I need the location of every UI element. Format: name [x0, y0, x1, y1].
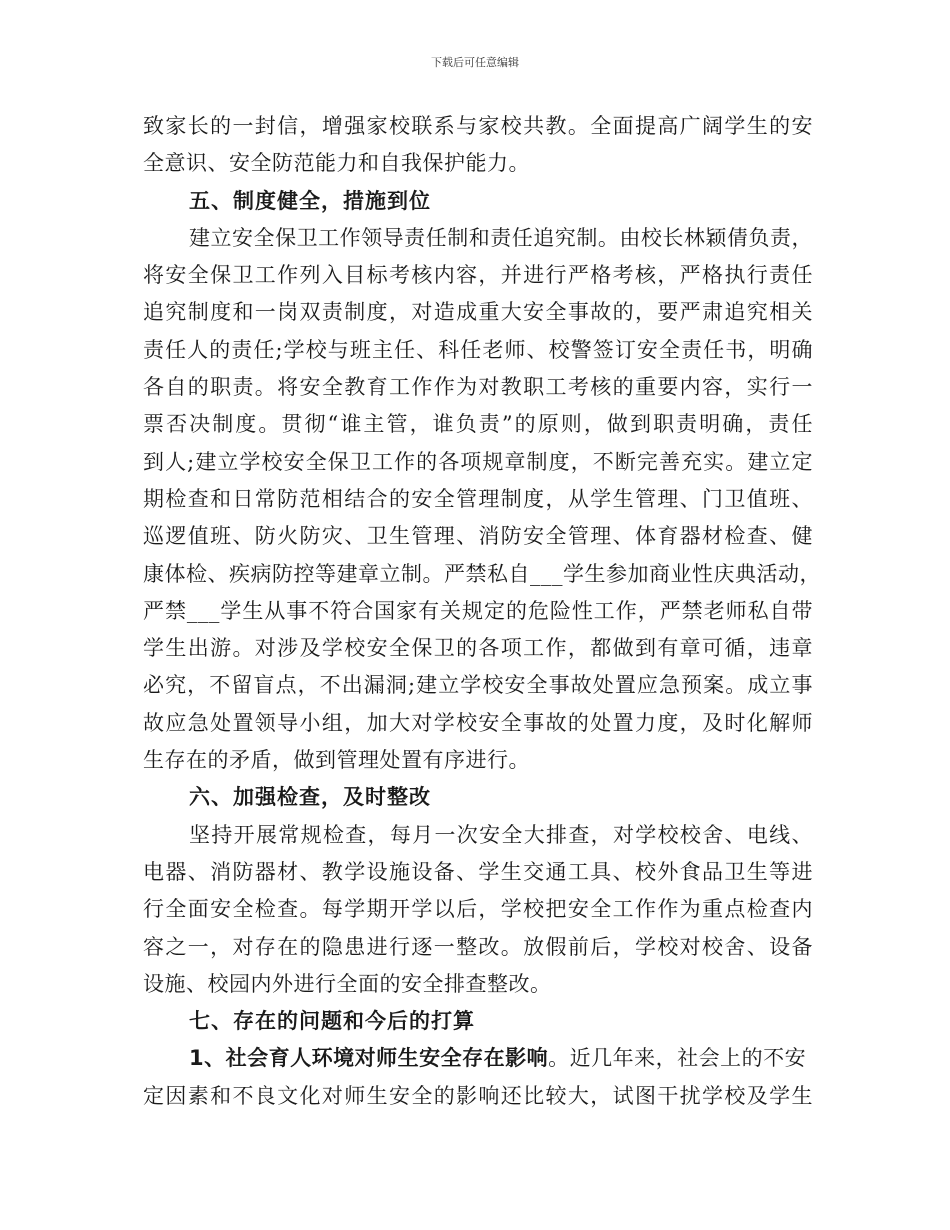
body-line: 票否决制度。贯彻“谁主管，谁负责”的原则，做到职责明确，责任	[143, 412, 813, 437]
body-line: 严禁___学生从事不符合国家有关规定的危险性工作，严禁老师私自带	[143, 598, 813, 623]
section-heading-6: 六、加强检查，及时整改	[189, 785, 431, 810]
body-line: 行全面安全检查。每学期开学以后，学校把安全工作作为重点检查内	[143, 897, 813, 922]
body-line: 电器、消防器材、教学设施设备、学生交通工具、校外食品卫生等进	[143, 859, 813, 884]
body-line: 追究制度和一岗双责制度，对造成重大安全事故的，要严肃追究相关	[143, 300, 813, 325]
body-line: 致家长的一封信，增强家校联系与家校共教。全面提高广阔学生的安	[143, 114, 813, 138]
section-heading-7: 七、存在的问题和今后的打算	[189, 1009, 475, 1034]
body-line: 到人;建立学校安全保卫工作的各项规章制度，不断完善充实。建立定	[143, 449, 813, 474]
body-text: 。近几年来，社会上的不安	[548, 1046, 807, 1071]
body-line: 责任人的责任;学校与班主任、科任老师、校警签订安全责任书，明确	[143, 337, 813, 362]
body-line: 建立安全保卫工作领导责任制和责任追究制。由校长林颖倩负责，	[189, 225, 813, 250]
body-line: 故应急处置领导小组，加大对学校安全事故的处置力度，及时化解师	[143, 710, 813, 735]
body-line-subheading	[143, 1040, 813, 1077]
subheading-1: 1、社会育人环境对师生安全存在影响	[189, 1046, 549, 1071]
body-line: 将安全保卫工作列入目标考核内容，并进行严格考核，严格执行责任	[143, 263, 813, 288]
body-line: 容之一，对存在的隐患进行逐一整改。放假前后，学校对校舍、设备	[143, 934, 813, 959]
body-line: 全意识、安全防范能力和自我保护能力。	[143, 151, 530, 176]
body-line: 生存在的矛盾，做到管理处置有序进行。	[143, 748, 530, 773]
body-line: 康体检、疾病防控等建章立制。严禁私自___学生参加商业性庆典活动，	[143, 561, 821, 586]
body-line: 期检查和日常防范相结合的安全管理制度，从学生管理、门卫值班、	[143, 486, 813, 511]
document-body	[143, 108, 821, 1115]
body-line: 学生出游。对涉及学校安全保卫的各项工作，都做到有章可循，违章	[143, 636, 813, 661]
body-line: 坚持开展常规检查，每月一次安全大排查，对学校校舍、电线、	[189, 822, 813, 847]
page-header-note: 下载后可任意编辑	[431, 56, 519, 69]
body-line: 各自的职责。将安全教育工作作为对教职工考核的重要内容，实行一	[143, 375, 813, 400]
section-heading-5: 五、制度健全，措施到位	[189, 188, 431, 213]
body-line: 必究，不留盲点，不出漏洞;建立学校安全事故处置应急预案。成立事	[143, 673, 813, 698]
body-line: 设施、校园内外进行全面的安全排查整改。	[143, 971, 552, 996]
body-line: 定因素和不良文化对师生安全的影响还比较大，试图干扰学校及学生	[143, 1083, 813, 1108]
body-line: 巡逻值班、防火防灾、卫生管理、消防安全管理、体育器材检查、健	[143, 524, 813, 549]
